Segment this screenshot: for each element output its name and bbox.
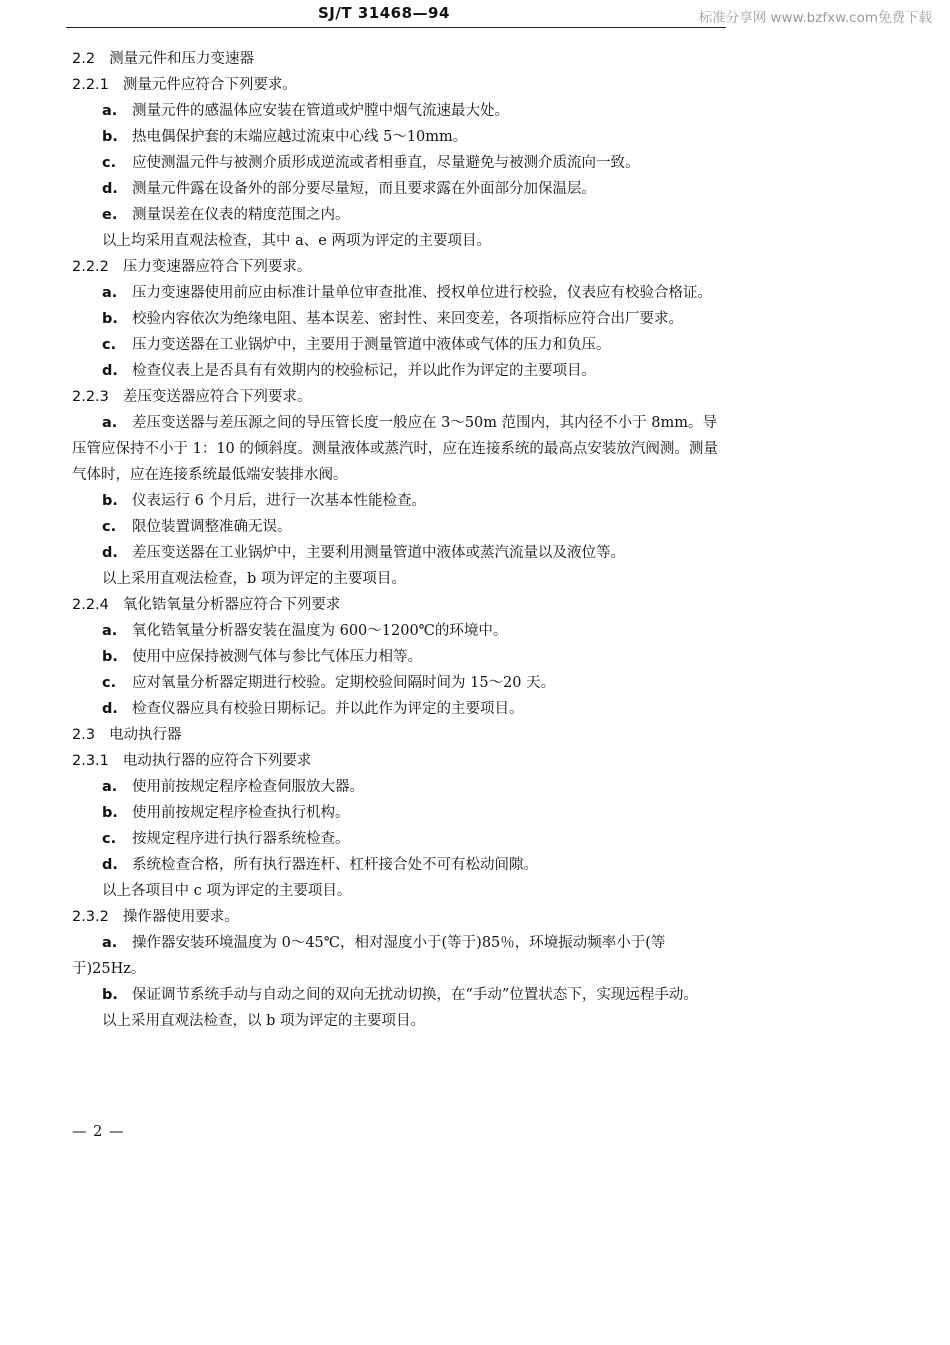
section-title: 氧化锆氧量分析器应符合下列要求 <box>122 597 341 613</box>
section-heading <box>72 72 728 98</box>
section-heading <box>72 254 728 280</box>
item-text: 压力变速器使用前应由标准计量单位审查批准、授权单位进行校验，仪表应有校验合格证。 <box>132 285 712 301</box>
item-text: 压力变送器在工业锅炉中，主要用于测量管道中液体或气体的压力和负压。 <box>132 337 611 353</box>
item-label: b. <box>102 129 118 145</box>
item-text: 仪表运行 6 个月后，进行一次基本性能检查。 <box>132 493 426 509</box>
document-body <box>72 46 728 1034</box>
inspection-note: 以上均采用直观法检查，其中 a、e 两项为评定的主要项目。 <box>102 233 491 249</box>
item-label: c. <box>102 155 117 171</box>
item-text: 氧化锆氧量分析器安装在温度为 600～1200℃的环境中。 <box>132 623 508 639</box>
item-label: c. <box>102 519 117 535</box>
requirement-item <box>72 826 728 852</box>
section-heading <box>72 384 728 410</box>
standard-code: SJ/T 31468—94 <box>318 4 450 22</box>
section-heading <box>72 592 728 618</box>
item-label: a. <box>102 779 118 795</box>
requirement-item <box>72 852 728 878</box>
item-label: b. <box>102 493 118 509</box>
item-text: 系统检查合格，所有执行器连杆、杠杆接合处不可有松动间隙。 <box>132 857 538 873</box>
item-label: c. <box>102 831 117 847</box>
item-label: d. <box>102 857 118 873</box>
item-label: b. <box>102 805 118 821</box>
inspection-note: 以上采用直观法检查，b 项为评定的主要项目。 <box>102 571 406 587</box>
section-heading <box>72 904 728 930</box>
section-title: 电动执行器的应符合下列要求 <box>122 753 312 769</box>
item-label: a. <box>102 935 118 951</box>
item-label: c. <box>102 675 117 691</box>
requirement-item <box>72 514 728 540</box>
watermark-text: 标准分享网 www.bzfxw.com免费下载 <box>698 10 932 26</box>
requirement-item <box>72 150 728 176</box>
item-label: a. <box>102 415 118 431</box>
item-label: a. <box>102 285 118 301</box>
requirement-item <box>72 124 728 150</box>
requirement-item <box>72 982 728 1008</box>
requirement-item <box>72 202 728 228</box>
section-number: 2.2.1 <box>72 77 109 93</box>
section-title: 电动执行器 <box>109 727 182 743</box>
item-label: a. <box>102 103 118 119</box>
requirement-item <box>72 280 728 306</box>
inspection-note: 以上各项目中 c 项为评定的主要项目。 <box>102 883 352 899</box>
section-number: 2.3.1 <box>72 753 109 769</box>
requirement-item <box>72 176 728 202</box>
section-number: 2.2.4 <box>72 597 109 613</box>
section-title: 测量元件和压力变速器 <box>109 51 255 67</box>
page-number: — 2 — <box>72 1124 125 1140</box>
requirement-item <box>72 618 728 644</box>
item-text: 热电偶保护套的末端应越过流束中心线 5～10mm。 <box>132 129 468 145</box>
item-text: 校验内容依次为绝缘电阻、基本误差、密封性、来回变差，各项指标应符合出厂要求。 <box>132 311 683 327</box>
inspection-note: 以上采用直观法检查，以 b 项为评定的主要项目。 <box>102 1013 425 1029</box>
item-text: 按规定程序进行执行器系统检查。 <box>132 831 350 847</box>
item-label: b. <box>102 649 118 665</box>
requirement-item <box>72 540 728 566</box>
item-label: d. <box>102 545 118 561</box>
section-number: 2.2.3 <box>72 389 109 405</box>
item-text: 检查仪表上是否具有有效期内的校验标记，并以此作为评定的主要项目。 <box>132 363 596 379</box>
item-text: 差压变送器与差压源之间的导压管长度一般应在 3～50m 范围内，其内径不小于 8mm。导压管应保持不小于 1：10 的倾斜度。测量液体或蒸汽时，应在连接系统的最高点安装放汽阀测。测量气体时，应在连接系统最低端安装排水阀。 <box>72 415 718 483</box>
item-label: d. <box>102 363 118 379</box>
item-text: 使用中应保持被测气体与参比气体压力相等。 <box>132 649 422 665</box>
section-number: 2.3.2 <box>72 909 109 925</box>
section-heading <box>72 722 728 748</box>
section-number: 2.3 <box>72 727 96 743</box>
item-text: 应对氧量分析器定期进行校验。定期校验间隔时间为 15～20 天。 <box>132 675 556 691</box>
item-text: 操作器安装环境温度为 0～45℃，相对湿度小于(等于)85％，环境振动频率小于(等于)25Hz。 <box>72 935 666 977</box>
item-text: 测量误差在仪表的精度范围之内。 <box>132 207 350 223</box>
header-rule <box>66 27 726 28</box>
requirement-item <box>72 930 728 982</box>
requirement-item <box>72 670 728 696</box>
section-heading <box>72 46 728 72</box>
item-text: 使用前按规定程序检查伺服放大器。 <box>132 779 364 795</box>
section-title: 测量元件应符合下列要求。 <box>122 77 297 93</box>
item-label: b. <box>102 987 118 1003</box>
item-text: 应使测温元件与被测介质形成逆流或者相垂直，尽量避免与被测介质流向一致。 <box>132 155 640 171</box>
item-label: a. <box>102 623 118 639</box>
section-heading <box>72 748 728 774</box>
item-label: c. <box>102 337 117 353</box>
item-label: d. <box>102 181 118 197</box>
item-text: 测量元件露在设备外的部分要尽量短，而且要求露在外面部分加保温层。 <box>132 181 596 197</box>
item-label: b. <box>102 311 118 327</box>
section-title: 操作器使用要求。 <box>122 909 239 925</box>
requirement-item <box>72 644 728 670</box>
section-title: 差压变送器应符合下列要求。 <box>122 389 312 405</box>
item-label: e. <box>102 207 118 223</box>
item-text: 测量元件的感温体应安装在管道或炉膛中烟气流速最大处。 <box>132 103 509 119</box>
requirement-item <box>72 332 728 358</box>
section-title: 压力变速器应符合下列要求。 <box>122 259 312 275</box>
requirement-item <box>72 488 728 514</box>
item-label: d. <box>102 701 118 717</box>
item-text: 限位装置调整准确无误。 <box>132 519 292 535</box>
requirement-item <box>72 98 728 124</box>
requirement-item <box>72 696 728 722</box>
item-text: 检查仪器应具有校验日期标记。并以此作为评定的主要项目。 <box>132 701 524 717</box>
item-text: 保证调节系统手动与自动之间的双向无扰动切换，在“手动”位置状态下，实现远程手动。 <box>132 987 698 1003</box>
requirement-item <box>72 306 728 332</box>
section-number: 2.2 <box>72 51 96 67</box>
requirement-item <box>72 800 728 826</box>
item-text: 差压变送器在工业锅炉中，主要利用测量管道中液体或蒸汽流量以及液位等。 <box>132 545 625 561</box>
item-text: 使用前按规定程序检查执行机构。 <box>132 805 350 821</box>
requirement-item <box>72 358 728 384</box>
requirement-item <box>72 410 728 488</box>
requirement-item <box>72 774 728 800</box>
section-number: 2.2.2 <box>72 259 109 275</box>
